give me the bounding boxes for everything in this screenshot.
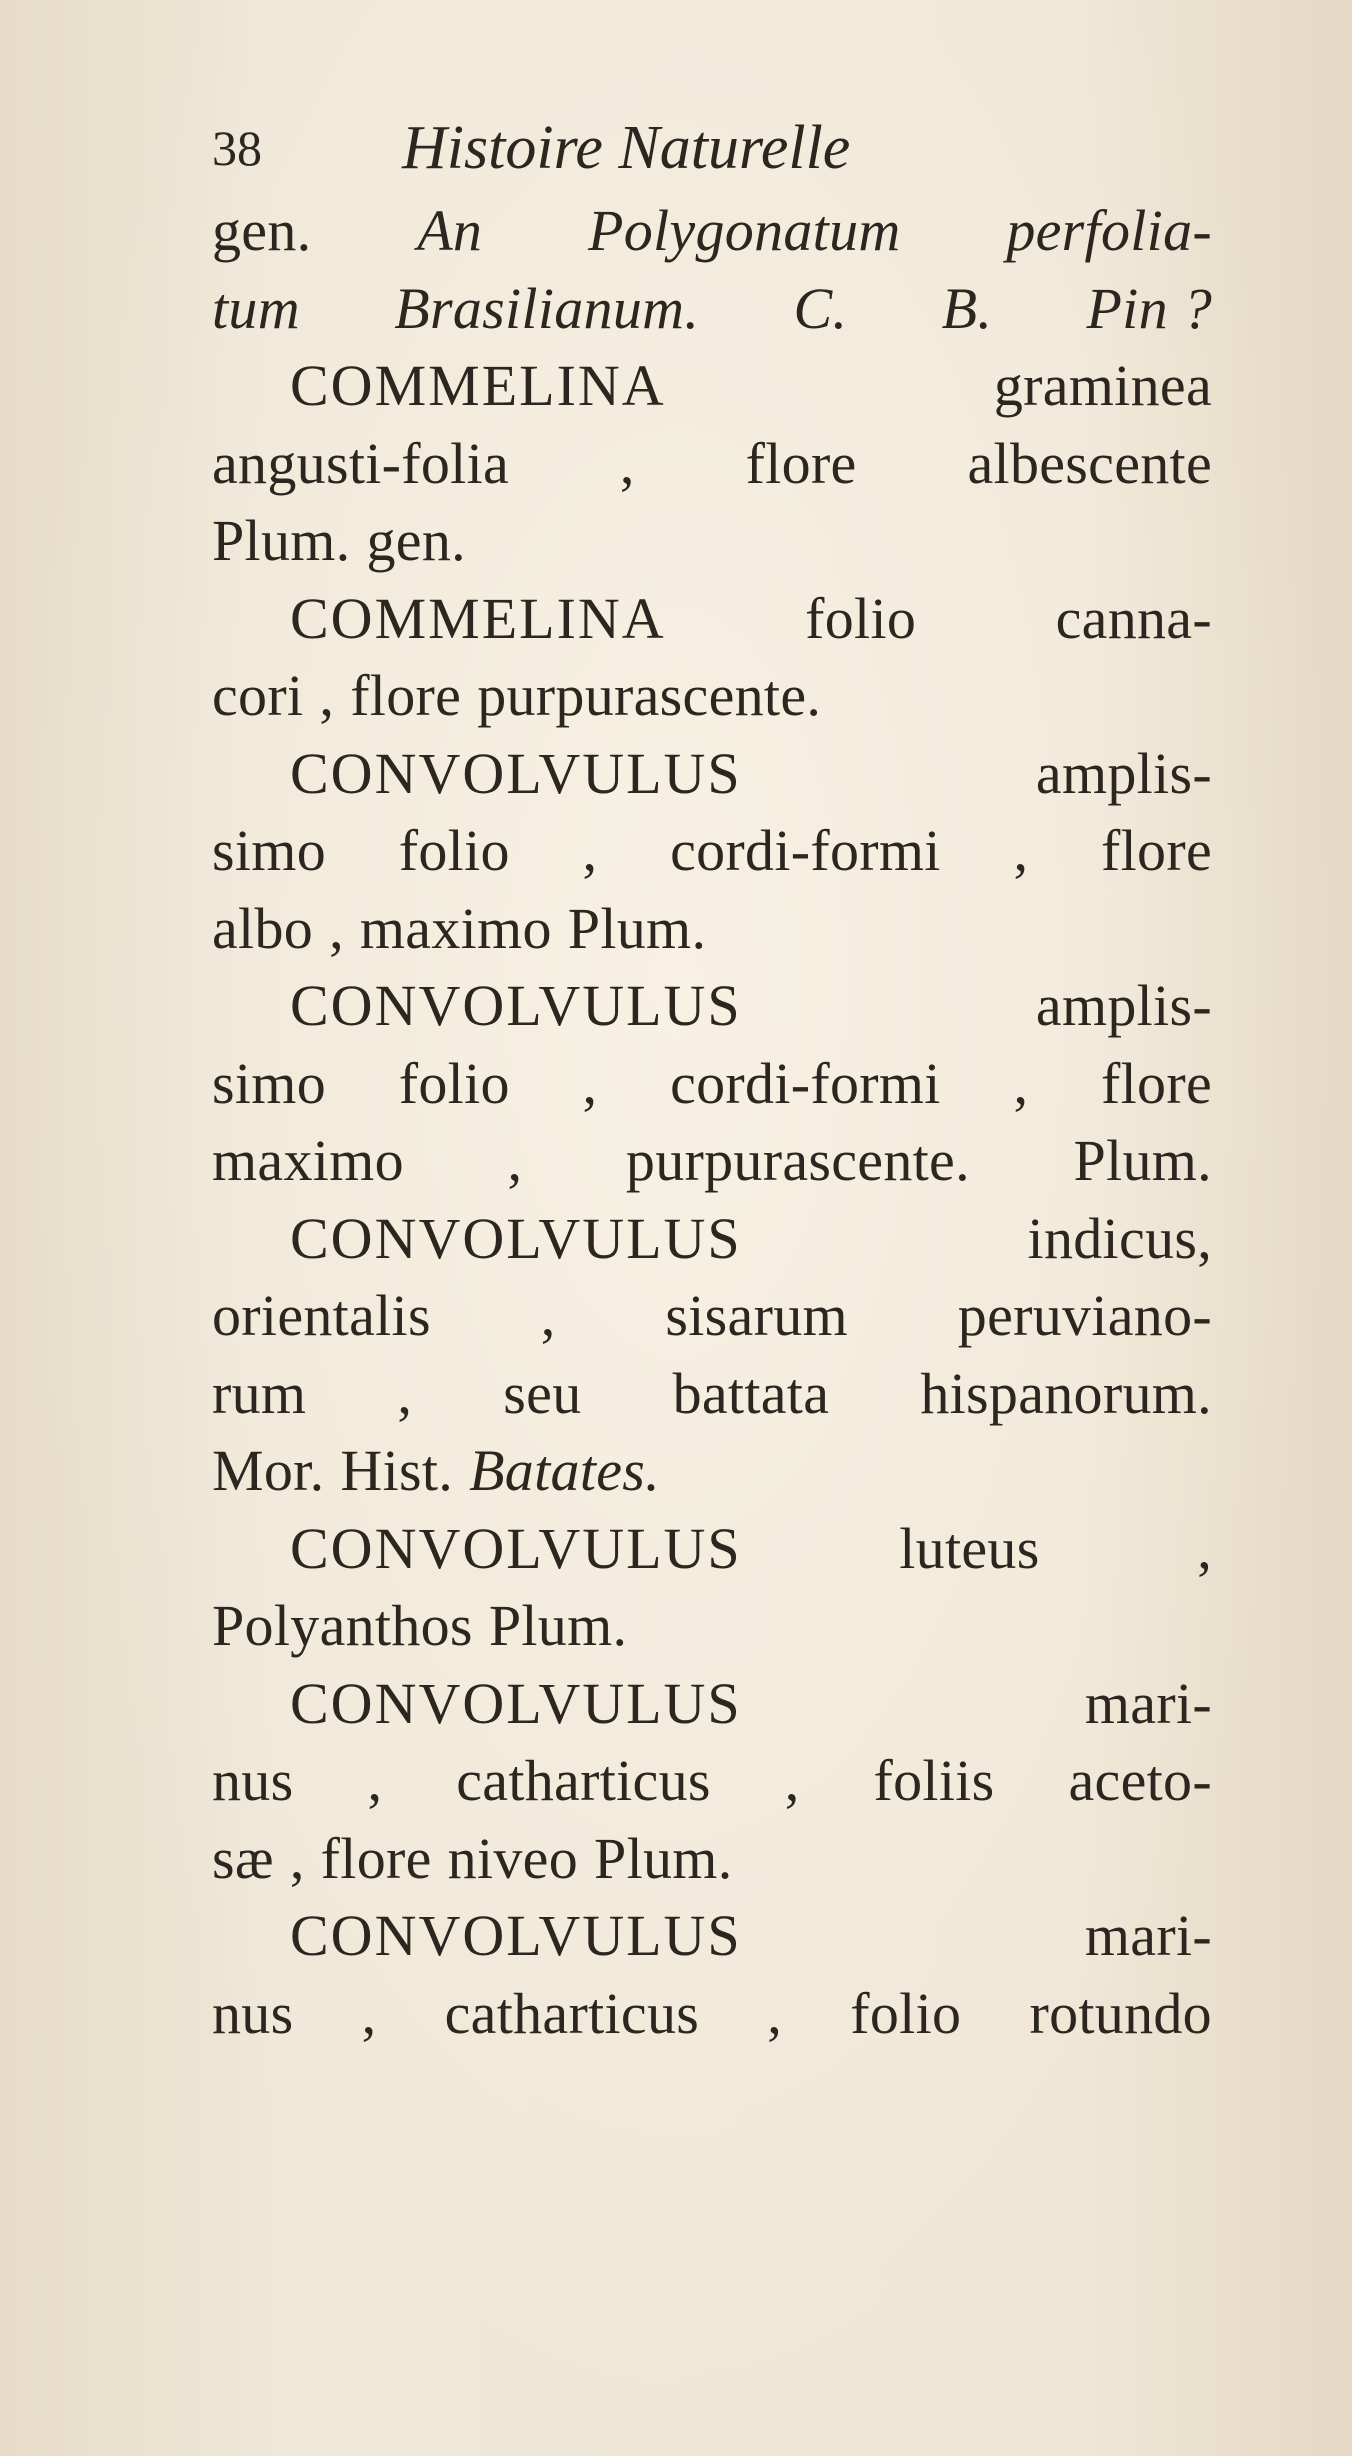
word: , (582, 1050, 598, 1116)
word: tum (212, 275, 300, 341)
word: CONVOLVULUS (290, 1670, 742, 1736)
word: Mor. (212, 1438, 325, 1503)
text-line (212, 1510, 1212, 1588)
word: gen. (366, 508, 466, 573)
word: purpurascente. (477, 663, 822, 728)
text-line (212, 812, 1212, 890)
word: indicus, (1027, 1205, 1212, 1271)
word: mari- (1084, 1903, 1212, 1968)
word: graminea (993, 353, 1212, 418)
word: , (1013, 1050, 1029, 1116)
word: maximo (359, 895, 552, 961)
word: niveo (447, 1825, 579, 1891)
word: Batates. (469, 1438, 660, 1503)
word: orientalis (212, 1283, 431, 1348)
word: , (540, 1283, 556, 1348)
text-line (212, 192, 1212, 270)
word: cordi-formi (670, 1050, 941, 1116)
word: flore (1101, 818, 1212, 883)
word: , (329, 895, 344, 961)
text-line (212, 1200, 1212, 1278)
word: , (507, 1128, 523, 1193)
word: , (767, 1980, 783, 2046)
text-line (212, 502, 1212, 580)
text-line (212, 657, 1212, 735)
word: angusti-folia (212, 430, 510, 496)
word: folio (398, 1050, 510, 1116)
word: Plum. (594, 1825, 733, 1891)
word: An (417, 198, 483, 263)
word: flore (1101, 1050, 1212, 1116)
word: peruviano- (957, 1283, 1212, 1348)
word: COMMELINA (290, 585, 666, 651)
page-number: 38 (212, 120, 262, 176)
word: Plum. (212, 508, 351, 573)
page-header (212, 108, 1212, 188)
text-line (212, 1975, 1212, 2053)
text-line (212, 1587, 1212, 1665)
word: , (784, 1748, 800, 1813)
word: folio (850, 1980, 962, 2046)
word: simo (212, 818, 326, 883)
text-line (212, 580, 1212, 658)
word: , (289, 1825, 305, 1891)
text-line (212, 1432, 1212, 1510)
word: cordi-formi (670, 818, 941, 883)
word: CONVOLVULUS (290, 1903, 742, 1968)
text-line (212, 1045, 1212, 1123)
word: albescente (967, 430, 1212, 496)
running-title: Histoire Naturelle (402, 114, 851, 182)
word: flore (320, 1825, 432, 1891)
word: catharticus (456, 1748, 711, 1813)
word: amplis- (1035, 973, 1212, 1038)
word: perfolia- (1006, 198, 1212, 263)
word: , (1013, 818, 1029, 883)
word: sæ (212, 1825, 274, 1891)
text-line (212, 735, 1212, 813)
text-line (212, 1355, 1212, 1433)
word: rotundo (1029, 1980, 1212, 2046)
word: flore (350, 663, 462, 728)
word: , (1197, 1515, 1212, 1581)
word: CONVOLVULUS (290, 1515, 742, 1581)
word: , (397, 1360, 413, 1426)
word: foliis (873, 1748, 995, 1813)
text-line (212, 1665, 1212, 1743)
word: Hist. (340, 1438, 454, 1503)
word: COMMELINA (290, 353, 666, 418)
word: folio (805, 585, 917, 651)
word: rum (212, 1360, 307, 1426)
word: Plum. (567, 895, 707, 961)
word: nus (212, 1748, 294, 1813)
word: maximo (212, 1128, 404, 1193)
body-text (212, 192, 1212, 2052)
text-line (212, 270, 1212, 348)
text-line (212, 1820, 1212, 1898)
word: nus (212, 1980, 294, 2046)
word: Pin ? (1086, 275, 1212, 341)
word: , (367, 1748, 383, 1813)
word: mari- (1084, 1670, 1212, 1736)
word: simo (212, 1050, 326, 1116)
word: catharticus (444, 1980, 700, 2046)
word: seu (503, 1360, 582, 1426)
word: , (319, 663, 335, 728)
word: canna- (1055, 585, 1212, 651)
text-line (212, 425, 1212, 503)
text-line (212, 967, 1212, 1045)
word: Polyanthos (212, 1593, 473, 1658)
word: Plum. (1073, 1128, 1212, 1193)
word: , (582, 818, 598, 883)
word: flore (745, 430, 857, 496)
word: hispanorum. (920, 1360, 1212, 1426)
word: , (361, 1980, 377, 2046)
text-line (212, 1122, 1212, 1200)
word: albo (212, 895, 314, 961)
word: Brasilianum. (394, 275, 700, 341)
word: Polygonatum (587, 198, 901, 263)
word: B. (941, 275, 993, 341)
word: gen. (212, 198, 312, 263)
text-line (212, 1742, 1212, 1820)
text-line (212, 347, 1212, 425)
word: cori (212, 663, 304, 728)
text-line (212, 890, 1212, 968)
word: C. (793, 275, 848, 341)
text-line (212, 1277, 1212, 1355)
word: CONVOLVULUS (290, 1205, 742, 1271)
word: purpurascente. (625, 1128, 970, 1193)
word: luteus (899, 1515, 1040, 1581)
word: , (619, 430, 635, 496)
word: CONVOLVULUS (290, 740, 742, 806)
word: folio (398, 818, 510, 883)
word: Plum. (488, 1593, 628, 1658)
word: sisarum (665, 1283, 848, 1348)
word: CONVOLVULUS (290, 973, 742, 1038)
word: aceto- (1068, 1748, 1212, 1813)
word: amplis- (1035, 740, 1212, 806)
word: battata (672, 1360, 830, 1426)
text-line (212, 1897, 1212, 1975)
